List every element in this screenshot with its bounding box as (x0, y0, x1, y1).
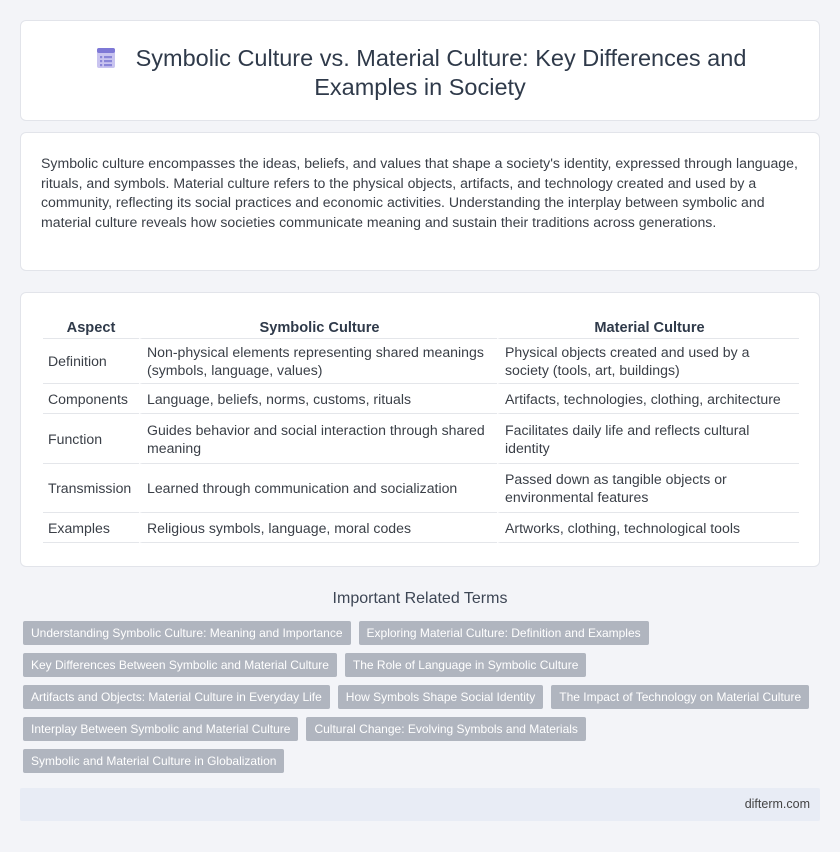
related-term-link[interactable]: Interplay Between Symbolic and Material Culture (23, 717, 298, 741)
title-line-2: Examples in Society (314, 74, 526, 100)
symbolic-cell: Guides behavior and social interaction through shared meaning (139, 414, 497, 464)
related-term-link[interactable]: Symbolic and Material Culture in Globalization (23, 749, 284, 773)
table-row (43, 339, 799, 384)
document-icon (94, 47, 118, 69)
table-header-row (43, 313, 799, 339)
aspect-cell: Function (43, 414, 139, 464)
intro-paragraph: Symbolic culture encompasses the ideas, beliefs, and values that shape a society's identity, expressed through language, rituals, and symbols. Material culture refers to the physical objects, artifacts, and technology created and used by a community, reflecting its social practices and economic activities. Understanding the interplay between symbolic and material culture reveals how societies communicate meaning and sustain their traditions across generations. (41, 155, 798, 230)
symbolic-cell: Language, beliefs, norms, customs, rituals (139, 384, 497, 414)
header-card (20, 20, 820, 121)
material-cell: Facilitates daily life and reflects cultural identity (497, 414, 799, 464)
table-row (43, 513, 799, 543)
aspect-cell: Definition (43, 339, 139, 384)
material-cell: Artworks, clothing, technological tools (497, 513, 799, 543)
related-term-link[interactable]: Cultural Change: Evolving Symbols and Materials (306, 717, 585, 741)
header-aspect: Aspect (43, 313, 139, 339)
table-row (43, 414, 799, 464)
comparison-table (43, 313, 799, 543)
page-title (21, 44, 819, 102)
comparison-table-card (20, 292, 820, 567)
header-symbolic: Symbolic Culture (139, 313, 497, 339)
aspect-cell: Transmission (43, 464, 139, 513)
header-material: Material Culture (497, 313, 799, 339)
related-term-link[interactable]: Key Differences Between Symbolic and Material Culture (23, 653, 337, 677)
related-term-link[interactable]: Understanding Symbolic Culture: Meaning and Importance (23, 621, 351, 645)
material-cell: Physical objects created and used by a society (tools, art, buildings) (497, 339, 799, 384)
footer (20, 788, 820, 821)
intro-card (20, 132, 820, 271)
title-line-1: Symbolic Culture vs. Material Culture: Key Differences and (135, 45, 747, 71)
related-term-link[interactable]: Exploring Material Culture: Definition and Examples (359, 621, 649, 645)
material-cell: Passed down as tangible objects or environmental features (497, 464, 799, 513)
table-row (43, 464, 799, 513)
material-cell: Artifacts, technologies, clothing, architecture (497, 384, 799, 414)
aspect-cell: Examples (43, 513, 139, 543)
symbolic-cell: Non-physical elements representing shared meanings (symbols, language, values) (139, 339, 497, 384)
symbolic-cell: Learned through communication and socialization (139, 464, 497, 513)
related-terms-list (23, 621, 823, 773)
related-terms-title: Important Related Terms (332, 590, 508, 607)
footer-site-name[interactable]: difterm.com (744, 797, 810, 811)
related-term-link[interactable]: How Symbols Shape Social Identity (338, 685, 543, 709)
related-term-link[interactable]: The Impact of Technology on Material Culture (551, 685, 809, 709)
table-row (43, 384, 799, 414)
aspect-cell: Components (43, 384, 139, 414)
related-term-link[interactable]: Artifacts and Objects: Material Culture in Everyday Life (23, 685, 330, 709)
related-term-link[interactable]: The Role of Language in Symbolic Culture (345, 653, 586, 677)
symbolic-cell: Religious symbols, language, moral codes (139, 513, 497, 543)
